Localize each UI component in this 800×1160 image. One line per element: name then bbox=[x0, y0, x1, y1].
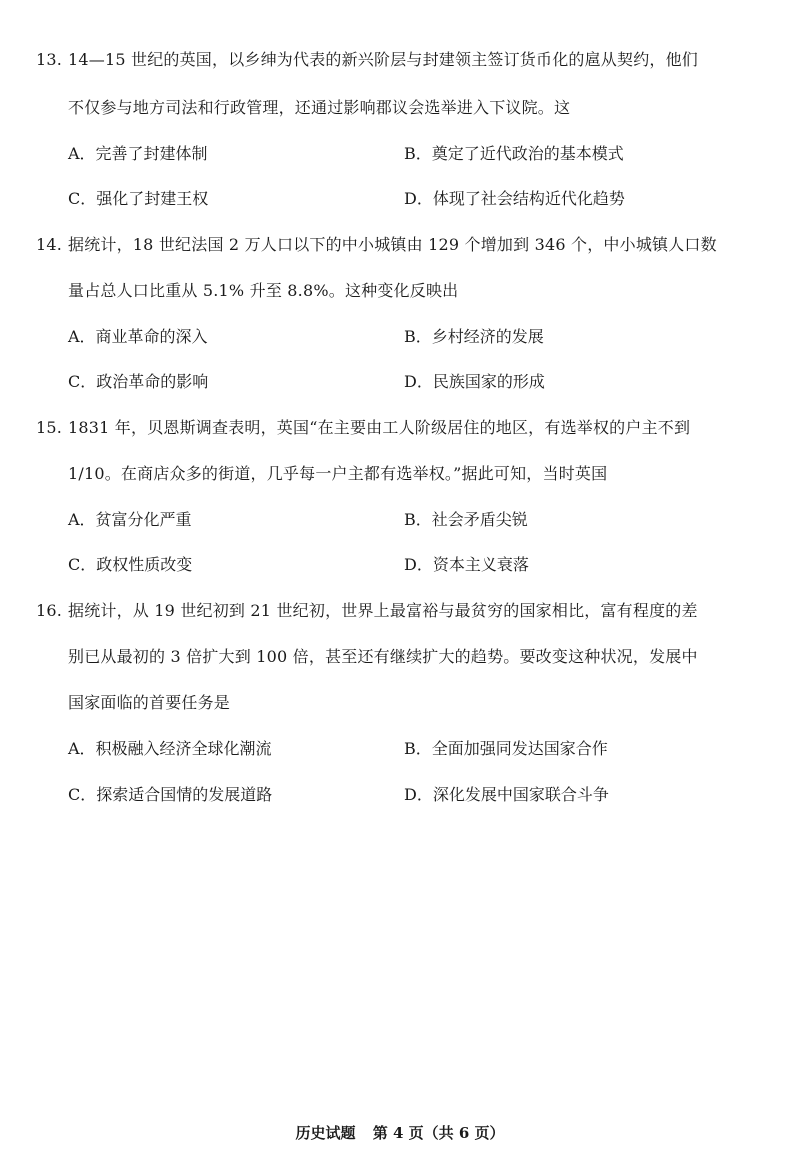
page-footer bbox=[0, 1122, 800, 1143]
question-stem-line: 不仅参与地方司法和行政管理，还通过影响郡议会选举进入下议院。这 bbox=[68, 98, 571, 117]
option-a: A．积极融入经济全球化潮流 bbox=[68, 739, 272, 758]
question-number: 16. bbox=[36, 601, 63, 620]
option-c: C．强化了封建王权 bbox=[68, 189, 209, 208]
question-stem-line: 1/10。在商店众多的街道，几乎每一户主都有选举权。”据此可知，当时英国 bbox=[68, 464, 608, 483]
question-number: 15. bbox=[36, 418, 63, 437]
question-stem-line: 14—15 世纪的英国，以乡绅为代表的新兴阶层与封建领主签订货币化的扈从契约，他们 bbox=[68, 50, 699, 69]
option-d: D．深化发展中国家联合斗争 bbox=[404, 785, 609, 804]
question-stem-line: 1831 年，贝恩斯调查表明，英国“在主要由工人阶级居住的地区，有选举权的户主不到 bbox=[68, 418, 691, 437]
question-stem-line: 别已从最初的 3 倍扩大到 100 倍，甚至还有继续扩大的趋势。要改变这种状况，发展中 bbox=[68, 647, 698, 666]
option-d: D．民族国家的形成 bbox=[404, 372, 545, 391]
option-c: C．政治革命的影响 bbox=[68, 372, 209, 391]
option-b: B．全面加强同发达国家合作 bbox=[404, 739, 608, 758]
option-d: D．资本主义衰落 bbox=[404, 555, 529, 574]
option-b: B．乡村经济的发展 bbox=[404, 327, 544, 346]
option-b: B．社会矛盾尖锐 bbox=[404, 510, 528, 529]
option-c: C．政权性质改变 bbox=[68, 555, 193, 574]
question-stem-line: 据统计，18 世纪法国 2 万人口以下的中小城镇由 129 个增加到 346 个，中小城镇人口数 bbox=[68, 235, 717, 254]
question-stem-line: 量占总人口比重从 5.1% 升至 8.8%。这种变化反映出 bbox=[68, 281, 459, 300]
question-stem-line: 据统计，从 19 世纪初到 21 世纪初，世界上最富裕与最贫穷的国家相比，富有程度的差 bbox=[68, 601, 698, 620]
option-b: B．奠定了近代政治的基本模式 bbox=[404, 144, 624, 163]
footer-page-number: 第 4 页（共 6 页） bbox=[372, 1124, 505, 1142]
question-number: 13. bbox=[36, 50, 63, 69]
option-c: C．探索适合国情的发展道路 bbox=[68, 785, 273, 804]
option-a: A．完善了封建体制 bbox=[68, 144, 208, 163]
question-number: 14. bbox=[36, 235, 63, 254]
question-stem-line: 国家面临的首要任务是 bbox=[68, 693, 231, 712]
option-a: A．贫富分化严重 bbox=[68, 510, 192, 529]
option-a: A．商业革命的深入 bbox=[68, 327, 208, 346]
footer-subject: 历史试题 bbox=[295, 1124, 356, 1142]
option-d: D．体现了社会结构近代化趋势 bbox=[404, 189, 625, 208]
